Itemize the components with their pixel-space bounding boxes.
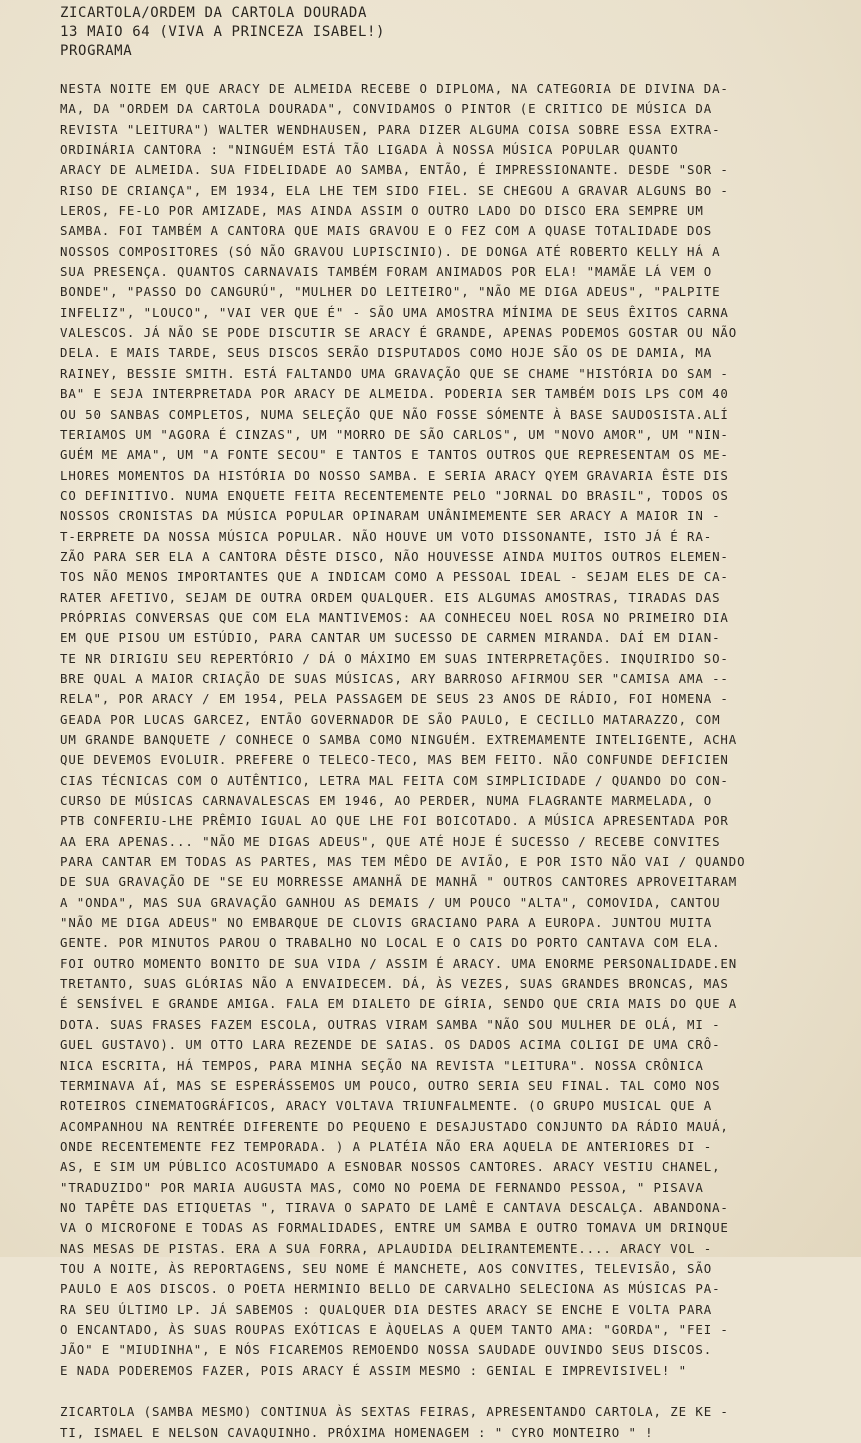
document-header — [60, 4, 843, 61]
body-line: CIAS TÉCNICAS COM O AUTÊNTICO, LETRA MAL FEITA COM SIMPLICIDADE / QUANDO DO CON- — [60, 772, 729, 788]
body-line: TERIAMOS UM "AGORA É CINZAS", UM "MORRO DE SÃO CARLOS", UM "NOVO AMOR", UM "NIN- — [60, 426, 729, 442]
body-line: CO DEFINITIVO. NUMA ENQUETE FEITA RECENTEMENTE PELO "JORNAL DO BRASIL", TODOS OS — [60, 487, 729, 503]
body-line: PAULO E AOS DISCOS. O POETA HERMINIO BELLO DE CARVALHO SELECIONA AS MÚSICAS PA- — [60, 1281, 721, 1297]
body-line: "TRADUZIDO" POR MARIA AUGUSTA MAS, COMO NO POEMA DE FERNANDO PESSOA, " PISAVA — [60, 1179, 704, 1195]
body-line: NOSSOS CRONISTAS DA MÚSICA POPULAR OPINARAM UNÂNIMEMENTE SER ARACY A MAIOR IN - — [60, 508, 721, 524]
body-line: TOU A NOITE, ÀS REPORTAGENS, SEU NOME É MANCHETE, AOS CONVITES, TELEVISÃO, SÃO — [60, 1260, 713, 1276]
body-line: "NÃO ME DIGA ADEUS" NO EMBARQUE DE CLOVIS GRACIANO PARA A EUROPA. JUNTOU MUITA — [60, 915, 713, 931]
body-line: ZÃO PARA SER ELA A CANTORA DÊSTE DISCO, NÃO HOUVESSE AINDA MUITOS OUTROS ELEMEN- — [60, 548, 729, 564]
body-line: E NADA PODEREMOS FAZER, POIS ARACY É ASSIM MESMO : GENIAL E IMPREVISIVEL! " — [60, 1362, 687, 1378]
body-line: VA O MICROFONE E TODAS AS FORMALIDADES, ENTRE UM SAMBA E OUTRO TOMAVA UM DRINQUE — [60, 1220, 729, 1236]
body-line: RA SEU ÚLTIMO LP. JÁ SABEMOS : QUALQUER DIA DESTES ARACY SE ENCHE E VOLTA PARA — [60, 1301, 713, 1317]
body-line: AS, E SIM UM PÚBLICO ACOSTUMADO A ESNOBAR NOSSOS CANTORES. ARACY VESTIU CHANEL, — [60, 1159, 721, 1175]
document-body — [60, 79, 843, 1381]
body-line: BONDE", "PASSO DO CANGURÚ", "MULHER DO LEITEIRO", "NÃO ME DIGA ADEUS", "PALPITE — [60, 284, 721, 300]
body-line: RISO DE CRIANÇA", EM 1934, ELA LHE TEM SIDO FIEL. SE CHEGOU A GRAVAR ALGUNS BO - — [60, 182, 729, 198]
body-line: FOI OUTRO MOMENTO BONITO DE SUA VIDA / ASSIM É ARACY. UMA ENORME PERSONALIDADE.EN — [60, 955, 738, 971]
body-line: PRÓPRIAS CONVERSAS QUE COM ELA MANTIVEMOS: AA CONHECEU NOEL ROSA NO PRIMEIRO DIA — [60, 609, 729, 625]
body-line: QUE DEVEMOS EVOLUIR. PREFERE O TELECO-TECO, MAS BEM FEITO. NÃO CONFUNDE DEFICIEN — [60, 752, 729, 768]
body-line: INFELIZ", "LOUCO", "VAI VER QUE É" - SÃO UMA AMOSTRA MÍNIMA DE SEUS ÊXITOS CARNA — [60, 304, 729, 320]
body-line: GUEL GUSTAVO). UM OTTO LARA REZENDE DE SAIAS. OS DADOS ACIMA COLIGI DE UMA CRÔ- — [60, 1037, 721, 1053]
header-program: PROGRAMA — [60, 43, 133, 59]
body-line: GEADA POR LUCAS GARCEZ, ENTÃO GOVERNADOR DE SÃO PAULO, E CECILLO MATARAZZO, COM — [60, 711, 721, 727]
body-line: MA, DA "ORDEM DA CARTOLA DOURADA", CONVIDAMOS O PINTOR (E CRITICO DE MÚSICA DA — [60, 101, 713, 117]
body-line: UM GRANDE BANQUETE / CONHECE O SAMBA COMO NINGUÉM. EXTREMAMENTE INTELIGENTE, ACHA — [60, 732, 738, 747]
body-line: ORDINÁRIA CANTORA : "NINGUÉM ESTÁ TÃO LIGADA À NOSSA MÚSICA POPULAR QUANTO — [60, 142, 679, 158]
body-line: TE NR DIRIGIU SEU REPERTÓRIO / DÁ O MÁXIMO EM SUAS INTERPRETAÇÕES. INQUIRIDO SO- — [60, 650, 729, 666]
body-line: É SENSÍVEL E GRANDE AMIGA. FALA EM DIALETO DE GÍRIA, SENDO QUE CRIA MAIS DO QUE A — [60, 996, 738, 1012]
body-line: T-ERPRETE DA NOSSA MÚSICA POPULAR. NÃO HOUVE UM VOTO DISSONANTE, ISTO JÁ É RA- — [60, 528, 713, 544]
document-footer — [60, 1401, 843, 1443]
body-line: NOSSOS COMPOSITORES (SÓ NÃO GRAVOU LUPISCINIO). DE DONGA ATÉ ROBERTO KELLY HÁ A — [60, 243, 721, 259]
body-line: REVISTA "LEITURA") WALTER WENDHAUSEN, PARA DIZER ALGUMA COISA SOBRE ESSA EXTRA- — [60, 121, 721, 137]
body-line: RELA", POR ARACY / EM 1954, PELA PASSAGEM DE SEUS 23 ANOS DE RÁDIO, FOI HOMENA - — [60, 691, 729, 707]
body-line: NO TAPÊTE DAS ETIQUETAS ", TIRAVA O SAPATO DE LAMÊ E CANTAVA DESCALÇA. ABANDONA- — [60, 1199, 729, 1215]
body-line: SUA PRESENÇA. QUANTOS CARNAVAIS TAMBÉM FORAM ANIMADOS POR ELA! "MAMÃE LÁ VEM O — [60, 264, 713, 280]
body-line: LHORES MOMENTOS DA HISTÓRIA DO NOSSO SAMBA. E SERIA ARACY QYEM GRAVARIA ÊSTE DIS — [60, 467, 729, 483]
body-line: PTB CONFERIU-LHE PRÊMIO IGUAL AO QUE LHE FOI BOICOTADO. A MÚSICA APRESENTADA POR — [60, 813, 729, 829]
body-line: O ENCANTADO, ÀS SUAS ROUPAS EXÓTICAS E ÀQUELAS A QUEM TANTO AMA: "GORDA", "FEI - — [60, 1321, 729, 1337]
body-line: EM QUE PISOU UM ESTÚDIO, PARA CANTAR UM SUCESSO DE CARMEN MIRANDA. DAÍ EM DIAN- — [60, 630, 721, 646]
body-line: PARA CANTAR EM TODAS AS PARTES, MAS TEM MÊDO DE AVIÃO, E POR ISTO NÃO VAI / QUANDO — [60, 854, 746, 870]
body-line: BRE QUAL A MAIOR CRIAÇÃO DE SUAS MÚSICAS, ARY BARROSO AFIRMOU SER "CAMISA AMA -- — [60, 670, 729, 686]
body-line: NICA ESCRITA, HÁ TEMPOS, PARA MINHA SEÇÃO NA REVISTA "LEITURA". NOSSA CRÔNICA — [60, 1057, 704, 1073]
body-line: ACOMPANHOU NA RENTRÉE DIFERENTE DO PEQUENO E DESAJUSTADO CONJUNTO DA RÁDIO MAUÁ, — [60, 1118, 729, 1134]
body-line: ROTEIROS CINEMATOGRÁFICOS, ARACY VOLTAVA TRIUNFALMENTE. (O GRUPO MUSICAL QUE A — [60, 1098, 713, 1114]
body-line: ARACY DE ALMEIDA. SUA FIDELIDADE AO SAMBA, ENTÃO, É IMPRESSIONANTE. DESDE "SOR - — [60, 162, 729, 178]
body-line: BA" E SEJA INTERPRETADA POR ARACY DE ALMEIDA. PODERIA SER TAMBÉM DOIS LPS COM 40 — [60, 386, 729, 402]
body-line: GENTE. POR MINUTOS PAROU O TRABALHO NO LOCAL E O CAIS DO PORTO CANTAVA COM ELA. — [60, 935, 721, 951]
body-line: AA ERA APENAS... "NÃO ME DIGAS ADEUS", QUE ATÉ HOJE É SUCESSO / RECEBE CONVITES — [60, 833, 721, 849]
body-line: A "ONDA", MAS SUA GRAVAÇÃO GANHOU AS DEMAIS / UM POUCO "ALTA", COMOVIDA, CANTOU — [60, 894, 721, 910]
body-line: DELA. E MAIS TARDE, SEUS DISCOS SERÃO DISPUTADOS COMO HOJE SÃO OS DE DAMIA, MA — [60, 345, 713, 361]
body-line: CURSO DE MÚSICAS CARNAVALESCAS EM 1946, AO PERDER, NUMA FLAGRANTE MARMELADA, O — [60, 793, 713, 809]
body-line: DOTA. SUAS FRASES FAZEM ESCOLA, OUTRAS VIRAM SAMBA "NÃO SOU MULHER DE OLÁ, MI - — [60, 1016, 721, 1032]
footer-line: TI, ISMAEL E NELSON CAVAQUINHO. PRÓXIMA HOMENAGEM : " CYRO MONTEIRO " ! — [60, 1425, 654, 1440]
body-line: DE SUA GRAVAÇÃO DE "SE EU MORRESSE AMANHÃ DE MANHÃ " OUTROS CANTORES APROVEITARAM — [60, 874, 738, 890]
header-date: 13 MAIO 64 (VIVA A PRINCEZA ISABEL!) — [60, 24, 386, 40]
body-line: RAINEY, BESSIE SMITH. ESTÁ FALTANDO UMA GRAVAÇÃO QUE SE CHAME "HISTÓRIA DO SAM - — [60, 365, 729, 381]
body-line: ONDE RECENTEMENTE FEZ TEMPORADA. ) A PLATÉIA NÃO ERA AQUELA DE ANTERIORES DI - — [60, 1138, 713, 1154]
body-line: VALESCOS. JÁ NÃO SE PODE DISCUTIR SE ARACY É GRANDE, APENAS PODEMOS GOSTAR OU NÃO — [60, 325, 738, 341]
body-line: NAS MESAS DE PISTAS. ERA A SUA FORRA, APLAUDIDA DELIRANTEMENTE.... ARACY VOL - — [60, 1240, 713, 1256]
body-line: NESTA NOITE EM QUE ARACY DE ALMEIDA RECEBE O DIPLOMA, NA CATEGORIA DE DIVINA DA- — [60, 81, 729, 96]
header-title: ZICARTOLA/ORDEM DA CARTOLA DOURADA — [60, 5, 367, 21]
body-line: TRETANTO, SUAS GLÓRIAS NÃO A ENVAIDECEM. DÁ, ÀS VEZES, SUAS GRANDES BRONCAS, MAS — [60, 976, 729, 992]
body-line: SAMBA. FOI TAMBÉM A CANTORA QUE MAIS GRAVOU E O FEZ COM A QUASE TOTALIDADE DOS — [60, 223, 713, 239]
body-line: RATER AFETIVO, SEJAM DE OUTRA ORDEM QUALQUER. EIS ALGUMAS AMOSTRAS, TIRADAS DAS — [60, 589, 721, 605]
body-line: GUÉM ME AMA", UM "A FONTE SECOU" E TANTOS E TANTOS OUTROS QUE REPRESENTAM OS ME- — [60, 447, 729, 463]
footer-line: ZICARTOLA (SAMBA MESMO) CONTINUA ÀS SEXTAS FEIRAS, APRESENTANDO CARTOLA, ZE KE - — [60, 1404, 729, 1419]
body-line: LEROS, FE-LO POR AMIZADE, MAS AINDA ASSIM O OUTRO LADO DO DISCO ERA SEMPRE UM — [60, 203, 704, 219]
body-line: TOS NÃO MENOS IMPORTANTES QUE A INDICAM COMO A PESSOAL IDEAL - SEJAM ELES DE CA- — [60, 569, 729, 585]
body-line: JÃO" E "MIUDINHA", E NÓS FICAREMOS REMOENDO NOSSA SAUDADE OUVINDO SEUS DISCOS. — [60, 1342, 713, 1358]
body-line: TERMINAVA AÍ, MAS SE ESPERÁSSEMOS UM POUCO, OUTRO SERIA SEU FINAL. TAL COMO NOS — [60, 1077, 721, 1093]
body-line: OU 50 SANBAS COMPLETOS, NUMA SELEÇÃO QUE NÃO FOSSE SÓMENTE À BASE SAUDOSISTA.ALÍ — [60, 406, 729, 422]
